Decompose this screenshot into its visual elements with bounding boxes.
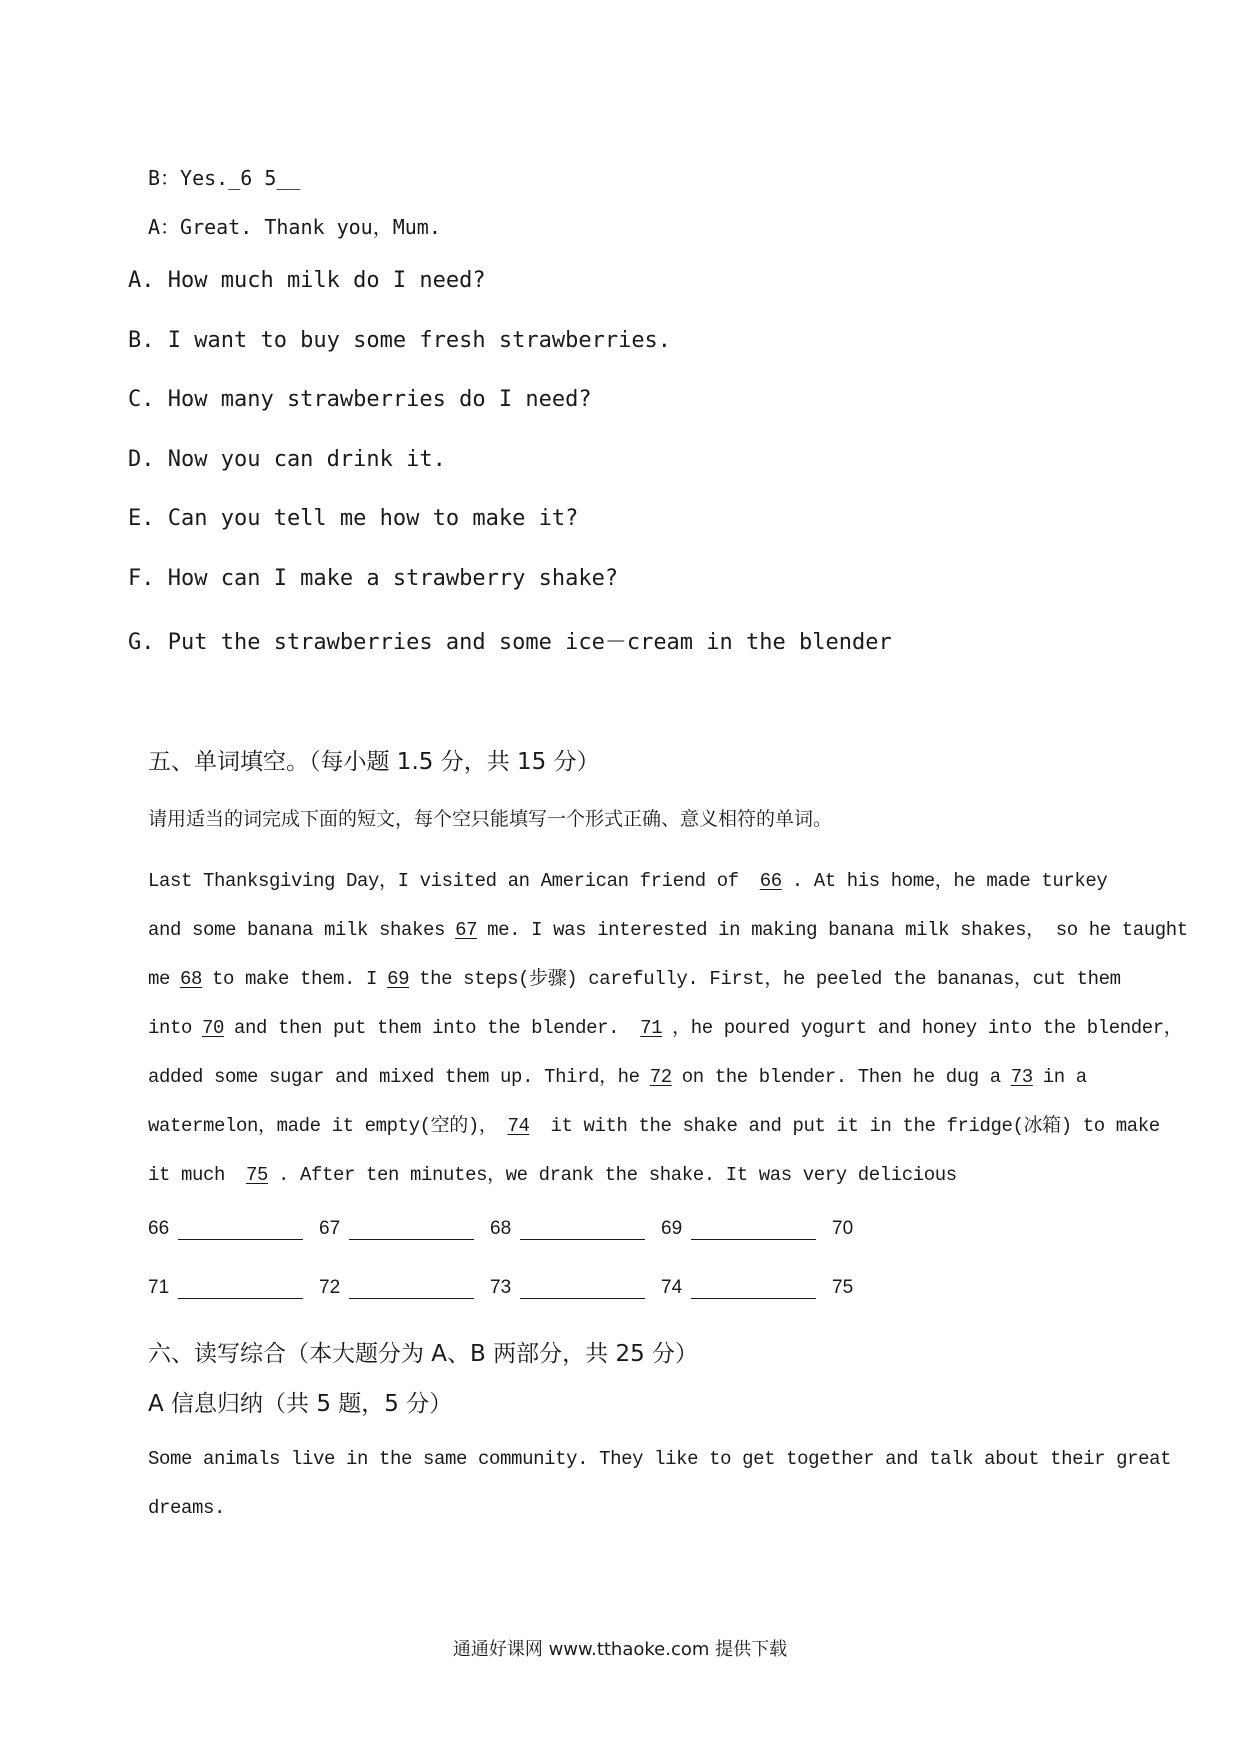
option-f: F. How can I make a strawberry shake? xyxy=(128,566,619,591)
answer-number: 74 xyxy=(661,1277,683,1298)
passage-line-2: and some banana milk shakes 67 me. I was interested in making banana milk shakes， so he taught xyxy=(148,919,1188,941)
section5-heading: 五、单词填空。（每小题 1.5 分，共 15 分） xyxy=(148,749,600,775)
answer-line[interactable] xyxy=(520,1280,645,1299)
blank-73: 73 xyxy=(1010,1066,1033,1088)
answer-line[interactable] xyxy=(520,1221,645,1240)
passage-line-6: watermelon，made it empty(空的)， 74 it with the shake and put it in the fridge(冰箱) to make xyxy=(148,1115,1160,1137)
section6-paragraph-line-2: dreams. xyxy=(148,1497,226,1519)
blank-74: 74 xyxy=(507,1115,530,1137)
blank-72: 72 xyxy=(649,1066,672,1088)
option-e: E. Can you tell me how to make it? xyxy=(128,506,579,531)
section6-subheading: A 信息归纳（共 5 题，5 分） xyxy=(148,1391,453,1417)
option-a: A. How much milk do I need? xyxy=(128,268,486,293)
blank-69: 69 xyxy=(387,968,410,990)
option-c: C. How many strawberries do I need? xyxy=(128,387,592,412)
option-g: G. Put the strawberries and some ice－cream in the blender xyxy=(128,630,892,655)
answer-row-1 xyxy=(148,1218,862,1240)
passage-line-3: me 68 to make them. I 69 the steps(步骤) carefully. First，he peeled the bananas，cut them xyxy=(148,968,1121,990)
answer-row-2 xyxy=(148,1277,862,1299)
page-footer: 通通好课网 www.tthaoke.com 提供下载 xyxy=(452,1639,788,1660)
passage-line-4: into 70 and then put them into the blender. 71 ，he poured yogurt and honey into the blender， xyxy=(148,1017,1183,1039)
passage-line-5: added some sugar and mixed them up. Third，he 72 on the blender. Then he dug a 73 in a xyxy=(148,1066,1087,1088)
answer-line[interactable] xyxy=(178,1280,303,1299)
answer-number: 73 xyxy=(490,1277,512,1298)
option-b: B. I want to buy some fresh strawberries. xyxy=(128,328,672,353)
section6-paragraph-line-1: Some animals live in the same community. They like to get together and talk about their great xyxy=(148,1448,1172,1470)
dialogue-line-a: A：Great. Thank you，Mum. xyxy=(148,215,441,239)
answer-line[interactable] xyxy=(691,1280,816,1299)
blank-75: 75 xyxy=(246,1164,269,1186)
blank-71: 71 xyxy=(640,1017,663,1039)
answer-line[interactable] xyxy=(178,1221,303,1240)
section6-heading: 六、读写综合（本大题分为 A、B 两部分，共 25 分） xyxy=(148,1341,699,1367)
answer-number: 68 xyxy=(490,1218,512,1239)
section5-instruction: 请用适当的词完成下面的短文，每个空只能填写一个形式正确、意义相符的单词。 xyxy=(148,808,833,830)
dialogue-line-b: B：Yes._6 5__ xyxy=(148,166,301,190)
answer-number: 69 xyxy=(661,1218,683,1239)
blank-70: 70 xyxy=(202,1017,225,1039)
passage-line-7: it much 75 . After ten minutes，we drank the shake. It was very delicious xyxy=(148,1164,957,1186)
answer-number: 71 xyxy=(148,1277,170,1298)
answer-line[interactable] xyxy=(349,1221,474,1240)
passage-line-1: Last Thanksgiving Day，I visited an American friend of 66 . At his home，he made turkey xyxy=(148,870,1108,892)
answer-number: 75 xyxy=(832,1277,854,1298)
blank-68: 68 xyxy=(180,968,203,990)
answer-number: 66 xyxy=(148,1218,170,1239)
answer-line[interactable] xyxy=(349,1280,474,1299)
blank-67: 67 xyxy=(455,919,478,941)
option-d: D. Now you can drink it. xyxy=(128,447,446,472)
answer-number: 70 xyxy=(832,1218,854,1239)
answer-number: 67 xyxy=(319,1218,341,1239)
blank-66: 66 xyxy=(759,870,782,892)
answer-line[interactable] xyxy=(691,1221,816,1240)
answer-number: 72 xyxy=(319,1277,341,1298)
